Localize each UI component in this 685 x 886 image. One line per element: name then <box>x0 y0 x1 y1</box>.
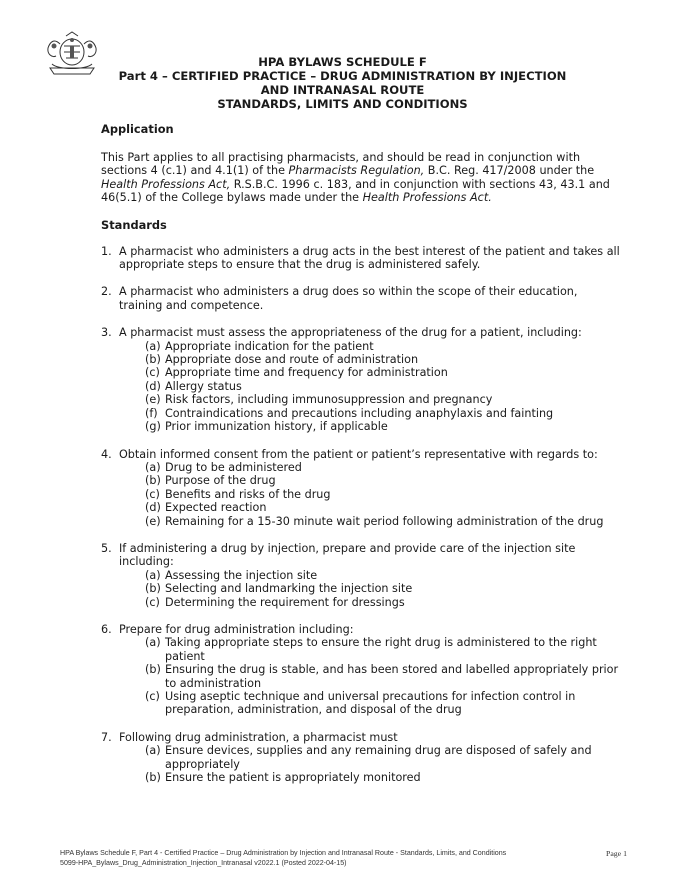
header-line-1: HPA BYLAWS SCHEDULE F <box>258 55 427 69</box>
sub-item-text: Selecting and landmarking the injection site <box>165 582 413 596</box>
standard-item-text: A pharmacist who administers a drug does so within the scope of their education, training and competence. <box>119 285 578 312</box>
sub-item-marker: (a) <box>145 744 161 758</box>
standard-item-number: 2. <box>101 285 112 299</box>
standard-item <box>101 448 621 528</box>
application-text-3: R.S.B.C. 1996 c. 183, and in conjunction with sections 43, 43.1 and 46(5.1) of the College bylaws made under the <box>101 177 610 205</box>
sub-item-marker: (a) <box>145 636 161 650</box>
sub-item-marker: (c) <box>145 690 160 703</box>
standard-item <box>101 623 621 717</box>
sub-item-text: Appropriate indication for the patient <box>165 339 374 353</box>
standard-item <box>101 542 621 609</box>
sub-list-item <box>145 353 621 366</box>
sub-item-marker: (f) <box>145 406 158 420</box>
sub-item-marker: (g) <box>145 420 161 434</box>
sub-list <box>119 461 621 528</box>
application-heading: Application <box>101 122 174 136</box>
sub-item-marker: (b) <box>145 771 161 785</box>
standards-list <box>101 245 621 785</box>
sub-list-item <box>145 393 621 406</box>
sub-item-text: Assessing the injection site <box>165 568 318 582</box>
standard-item-number: 7. <box>101 730 112 744</box>
sub-item-text: Purpose of the drug <box>165 474 276 488</box>
standard-item-text: Following drug administration, a pharmacist must <box>119 730 398 744</box>
sub-list-item <box>145 501 621 514</box>
sub-item-text: Ensure devices, supplies and any remaining drug are disposed of safely and appropriately <box>165 744 592 771</box>
sub-item-text: Using aseptic technique and universal precautions for infection control in preparation, administration, and disposal of the drug <box>165 690 576 717</box>
sub-item-marker: (b) <box>145 663 161 677</box>
sub-list-item <box>145 420 621 433</box>
sub-list-item <box>145 690 621 717</box>
sub-item-text: Determining the requirement for dressings <box>165 595 405 609</box>
sub-item-text: Drug to be administered <box>165 460 302 474</box>
standard-item-number: 1. <box>101 244 112 258</box>
sub-item-text: Expected reaction <box>165 501 267 515</box>
sub-item-text: Remaining for a 15-30 minute wait period following administration of the drug <box>165 514 604 528</box>
footer-page-number: Page 1 <box>605 849 627 858</box>
sub-list-item <box>145 744 621 771</box>
sub-list <box>119 569 621 609</box>
application-italic-3: Health Professions Act. <box>362 191 492 205</box>
sub-item-marker: (b) <box>145 353 161 367</box>
sub-item-text: Risk factors, including immunosuppression and pregnancy <box>165 393 493 407</box>
sub-item-text: Ensure the patient is appropriately monitored <box>165 771 421 785</box>
standard-item <box>101 245 621 272</box>
sub-list <box>119 340 621 434</box>
standard-item-number: 6. <box>101 622 112 636</box>
sub-item-marker: (a) <box>145 460 161 474</box>
sub-list-item <box>145 474 621 487</box>
standard-item-number: 4. <box>101 447 112 461</box>
sub-item-text: Taking appropriate steps to ensure the right drug is administered to the right patient <box>165 636 597 663</box>
sub-item-marker: (a) <box>145 339 161 353</box>
application-italic-2: Health Professions Act, <box>101 177 231 191</box>
sub-item-marker: (a) <box>145 568 161 582</box>
sub-item-text: Ensuring the drug is stable, and has been stored and labelled appropriately prior to administration <box>165 663 619 690</box>
header-line-2: Part 4 – CERTIFIED PRACTICE – DRUG ADMINISTRATION BY INJECTION <box>118 69 567 83</box>
application-paragraph <box>101 151 621 205</box>
sub-item-marker: (b) <box>145 474 161 488</box>
footer-file-info: 5099-HPA_Bylaws_Drug_Administration_Injection_Intranasal v2022.1 (Posted 2022-04-15) <box>60 858 347 867</box>
sub-list-item <box>145 366 621 379</box>
sub-item-marker: (c) <box>145 595 160 609</box>
sub-list-item <box>145 515 621 528</box>
sub-list-item <box>145 771 621 784</box>
standard-item-text: Obtain informed consent from the patient or patient’s representative with regards to: <box>119 447 598 461</box>
standard-item-number: 5. <box>101 541 112 555</box>
standard-item-text: If administering a drug by injection, prepare and provide care of the injection site including: <box>119 541 576 569</box>
standard-item-text: Prepare for drug administration including: <box>119 622 354 636</box>
standard-item-number: 3. <box>101 326 112 340</box>
sub-list-item <box>145 663 621 690</box>
standard-item <box>101 326 621 433</box>
sub-list-item <box>145 636 621 663</box>
standard-item <box>101 731 621 785</box>
sub-item-text: Prior immunization history, if applicable <box>165 420 388 434</box>
header-line-3: AND INTRANASAL ROUTE <box>260 83 425 97</box>
sub-item-text: Appropriate dose and route of administration <box>165 353 419 367</box>
standard-item <box>101 285 621 312</box>
sub-item-marker: (c) <box>145 487 160 501</box>
document-header <box>60 55 625 111</box>
sub-list <box>119 636 621 716</box>
footer-title: HPA Bylaws Schedule F, Part 4 - Certified Practice – Drug Administration by Injection and Intranasal Route - Standards, Limits, and Conditions <box>60 849 507 857</box>
sub-item-marker: (e) <box>145 514 161 528</box>
standard-item-text: A pharmacist must assess the appropriateness of the drug for a patient, including: <box>119 326 582 340</box>
sub-item-marker: (e) <box>145 393 161 407</box>
sub-list-item <box>145 407 621 420</box>
standards-heading: Standards <box>101 217 167 232</box>
sub-list-item <box>145 340 621 353</box>
document-body <box>101 122 621 798</box>
sub-list-item <box>145 380 621 393</box>
sub-list-item <box>145 488 621 501</box>
sub-item-marker: (b) <box>145 582 161 596</box>
sub-list-item <box>145 569 621 582</box>
page-footer <box>60 849 627 868</box>
application-italic-1: Pharmacists Regulation, <box>288 164 425 178</box>
sub-list-item <box>145 582 621 595</box>
application-text-2: B.C. Reg. 417/2008 under the <box>424 164 595 178</box>
sub-item-text: Appropriate time and frequency for administration <box>165 366 448 380</box>
sub-item-marker: (c) <box>145 366 160 380</box>
sub-item-text: Benefits and risks of the drug <box>165 487 331 501</box>
sub-item-marker: (d) <box>145 379 161 393</box>
application-text-1: This Part applies to all practising pharmacists, and should be read in conjunction with sections 4 (c.1) and 4.1(1) of the <box>101 151 581 178</box>
sub-list-item <box>145 461 621 474</box>
sub-item-text: Contraindications and precautions including anaphylaxis and fainting <box>165 406 554 420</box>
sub-item-text: Allergy status <box>165 379 242 393</box>
sub-item-marker: (d) <box>145 501 161 515</box>
sub-list-item <box>145 596 621 609</box>
sub-list <box>119 744 621 784</box>
header-line-4: STANDARDS, LIMITS AND CONDITIONS <box>217 97 468 111</box>
standard-item-text: A pharmacist who administers a drug acts in the best interest of the patient and takes all appropriate steps to ensure that the drug is administered safely. <box>119 244 620 272</box>
